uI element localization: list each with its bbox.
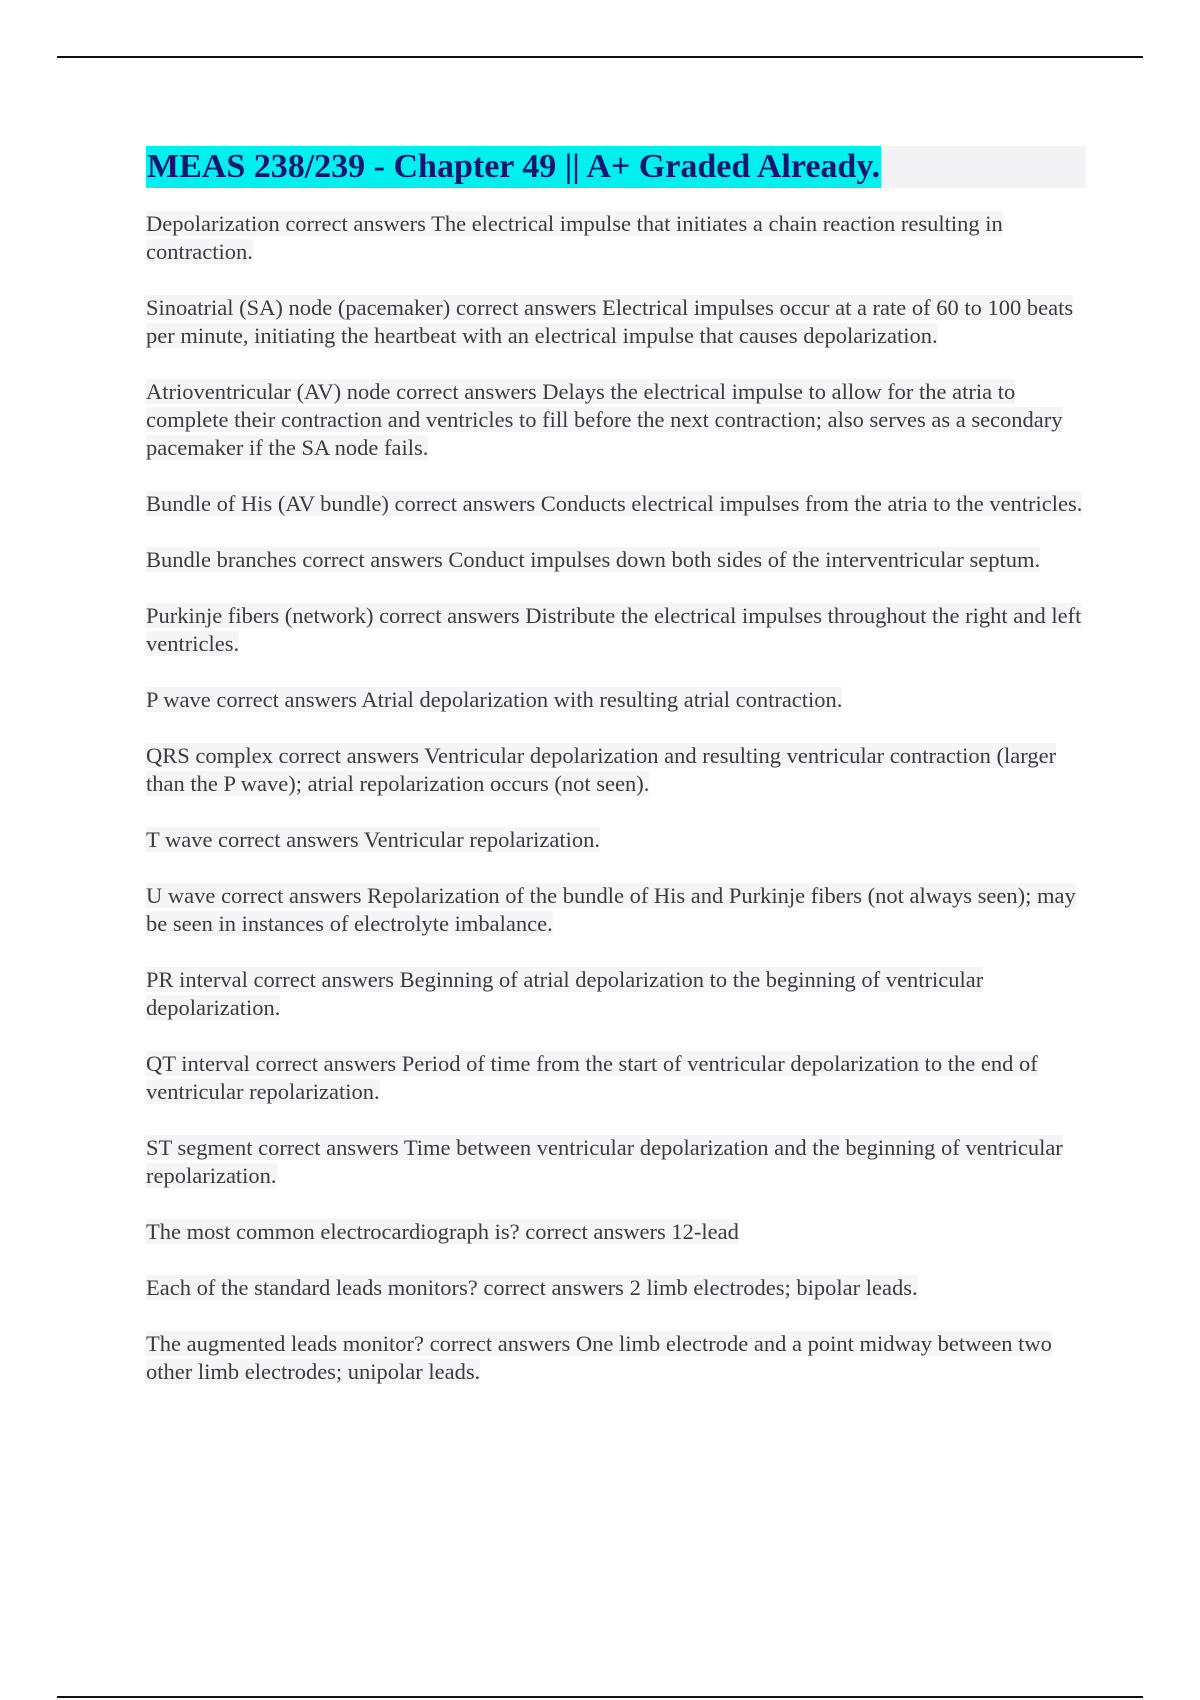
entry-depolarization <box>146 210 1086 266</box>
entry-u-wave <box>146 882 1086 938</box>
document-body <box>146 146 1086 1414</box>
entry-text: Bundle of His (AV bundle) correct answers Conducts electrical impulses from the atria to the ventricles. <box>146 491 1083 516</box>
entry-text: Each of the standard leads monitors? correct answers 2 limb electrodes; bipolar leads. <box>146 1275 918 1300</box>
document-title: MEAS 238/239 - Chapter 49 || A+ Graded Already. <box>146 146 881 188</box>
entry-bundle-branches <box>146 546 1086 574</box>
entry-text: PR interval correct answers Beginning of atrial depolarization to the beginning of ventricular depolarization. <box>146 967 984 1020</box>
title-band <box>146 146 1086 188</box>
entry-bundle-of-his <box>146 490 1086 518</box>
entry-text: Bundle branches correct answers Conduct impulses down both sides of the interventricular septum. <box>146 547 1041 572</box>
entry-text: Depolarization correct answers The electrical impulse that initiates a chain reaction resulting in contraction. <box>146 211 1003 264</box>
entry-text: Purkinje fibers (network) correct answers Distribute the electrical impulses throughout the right and left ventricles. <box>146 603 1082 656</box>
entry-text: T wave correct answers Ventricular repolarization. <box>146 827 600 852</box>
entry-text: The most common electrocardiograph is? correct answers 12-lead <box>146 1219 739 1244</box>
entry-purkinje-fibers <box>146 602 1086 658</box>
entry-st-segment <box>146 1134 1086 1190</box>
entry-pr-interval <box>146 966 1086 1022</box>
entry-t-wave <box>146 826 1086 854</box>
entry-p-wave <box>146 686 1086 714</box>
entry-qrs-complex <box>146 742 1086 798</box>
entry-text: QRS complex correct answers Ventricular depolarization and resulting ventricular contraction (larger than the P wave); atrial repolarization occurs (not seen). <box>146 743 1057 796</box>
entry-text: Sinoatrial (SA) node (pacemaker) correct answers Electrical impulses occur at a rate of 60 to 100 beats per minute, initiating the heartbeat with an electrical impulse that causes depolarization. <box>146 295 1074 348</box>
entry-text: QT interval correct answers Period of time from the start of ventricular depolarization to the end of ventricular repolarization. <box>146 1051 1038 1104</box>
entry-qt-interval <box>146 1050 1086 1106</box>
entry-text: The augmented leads monitor? correct answers One limb electrode and a point midway between two other limb electrodes; unipolar leads. <box>146 1331 1052 1384</box>
entry-standard-leads <box>146 1274 1086 1302</box>
entry-sa-node <box>146 294 1086 350</box>
bottom-rule <box>57 1696 1143 1698</box>
entry-text: Atrioventricular (AV) node correct answers Delays the electrical impulse to allow for the atria to complete their contraction and ventricles to fill before the next contraction; also serves as a secondary pacemaker if the SA node fails. <box>146 379 1063 460</box>
entry-av-node <box>146 378 1086 462</box>
entry-augmented-leads <box>146 1330 1086 1386</box>
entry-common-electrocardiograph <box>146 1218 1086 1246</box>
entry-text: ST segment correct answers Time between ventricular depolarization and the beginning of ventricular repolarization. <box>146 1135 1063 1188</box>
top-rule <box>57 56 1143 58</box>
entry-text: U wave correct answers Repolarization of the bundle of His and Purkinje fibers (not always seen); may be seen in instances of electrolyte imbalance. <box>146 883 1076 936</box>
entry-text: P wave correct answers Atrial depolarization with resulting atrial contraction. <box>146 687 843 712</box>
